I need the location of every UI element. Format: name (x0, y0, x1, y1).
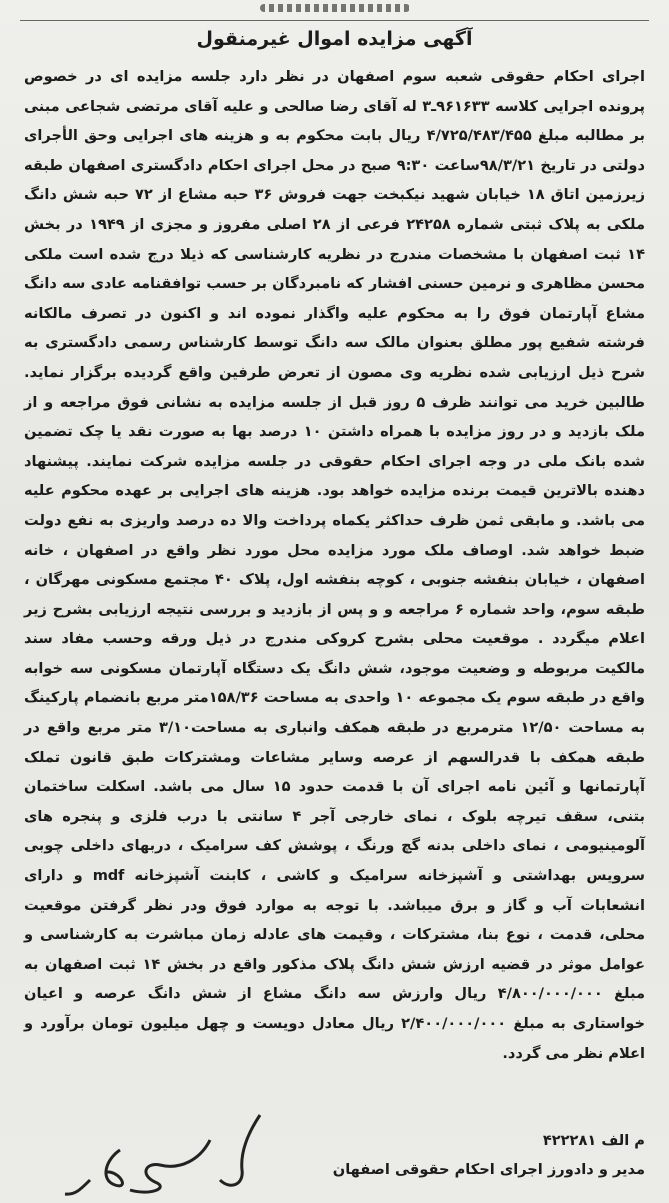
notice-signatory: مدیر و دادورز اجرای احکام حقوقی اصفهان (332, 1161, 645, 1178)
handwritten-signature (60, 1110, 290, 1200)
notice-body-text: اجرای احکام حقوقی شعبه سوم اصفهان در نظر دارد جلسه مزایده ای در خصوص پرونده اجرایی کلاسه ۹۶۱۶۳۳ـ۳ له آقای رضا صالحی و علیه آقای مرتضی شجاعی مبنی بر مطالبه مبلغ ۴/۷۲۵/۴۸۳/۴۵۵ ریال بابت محکوم به و هزینه های اجرایی وحق الأجرای دولتی در تاریخ ۹۸/۳/۲۱ساعت ۹:۳۰ صبح در محل اجرای احکام دادگستری اصفهان طبقه زیرزمین اتاق ۱۸ خیابان شهید نیکبخت جهت فروش ۳۶ حبه مشاع از ۷۲ حبه شش دانگ ملکی به پلاک ثبتی شماره ۲۴۲۵۸ فرعی از ۲۸ اصلی مفروز و مجزی از ۱۹۴۹ در بخش ۱۴ ثبت اصفهان با مشخصات مندرج در نظریه کارشناسی که ذیلا درج شده است ملکی محسن مظاهری و نرمین حسنی افشار که نامبردگان بر حسب توافقنامه عادی سه دانگ مشاع آپارتمان فوق را به محکوم علیه واگذار نموده اند و اکنون در تصرف مالکانه فرشته شفیع پور مطلق بعنوان مالک سه دانگ توسط کارشناس رسمی دادگستری به شرح ذیل ارزیابی شده نظریه وی مصون از تعرض طرفین واقع گردیده برگزار نماید. طالبین خرید می توانند ظرف ۵ روز قبل از جلسه مزایده به نشانی فوق مراجعه و از ملک بازدید و در روز مزایده با همراه داشتن ۱۰ درصد بها به صورت نقد یا چک تضمین شده بانک ملی در وجه اجرای احکام حقوقی در جلسه مزایده شرکت نمایند. پیشنهاد دهنده بالاترین قیمت برنده مزایده خواهد بود. هزینه های اجرایی بر عهده محکوم علیه می باشد. و مابقی ثمن ظرف حداکثر یکماه پرداخت والا ده درصد واریزی به نفع دولت ضبط خواهد شد. اوصاف ملک مورد مزایده محل مورد نظر واقع در اصفهان ، خانه اصفهان ، خیابان بنفشه جنوبی ، کوچه بنفشه اول، پلاک ۴۰ مجتمع مسکونی مهرگان ، طبقه سوم، واحد شماره ۶ مراجعه و و پس از بازدید و بررسی نتیجه ارزیابی بشرح زیر اعلام میگردد . موقعیت محلی بشرح کروکی مندرج در ذیل ورقه وحسب مفاد سند مالکیت مربوطه و وضعیت موجود، شش دانگ یک دستگاه آپارتمان مسکونی سه خوابه واقع در طبقه سوم یک مجموعه ۱۰ واحدی به مساحت ۱۵۸/۳۶متر مربع بانضمام پارکینگ به مساحت ۱۲/۵۰ مترمربع در طبقه همکف وانباری به مساحت۳/۱۰ متر مربع واقع در طبقه همکف با قدرالسهم از عرصه وسایر مشاعات ومشترکات طبق قانون تملک آپارتمانها و آئین نامه اجرای آن با قدمت حدود ۱۵ سال می باشد. اسکلت ساختمان بتنی، سقف تیرچه بلوک ، نمای خارجی آجر ۴ سانتی با درب فلزی و پنجره های آلومینیومی ، نمای داخلی بدنه گچ ورنگ ، پوشش کف سرامیک ، دربهای داخلی چوبی سرویس بهداشتی و آشپزخانه سرامیک و کاشی ، کابنت آشپزخانه mdf و دارای انشعابات آب و گاز و برق میباشد. با توجه به موارد فوق ودر نظر گرفتن موقعیت محلی، قدمت ، نوع بنا، مشترکات ، وقیمت های عادله زمان مباشرت به کارشناسی و عوامل موثر در قضیه ارزش شش دانگ پلاک مذکور واقع در بخش ۱۴ ثبت اصفهان به مبلغ ۴/۸۰۰/۰۰۰/۰۰۰ ریال وارزش سه دانگ مشاع از شش دانگ عرصه و اعیان خواستاری به مبلغ ۲/۴۰۰/۰۰۰/۰۰۰ ریال معادل دویست و چهل میلیون تومان برآورد و اعلام نظر می گردد. (24, 68, 646, 1062)
top-ornament (0, 4, 669, 18)
notice-title: آگهی مزایده اموال غیرمنقول (196, 28, 473, 50)
frame-divider (20, 20, 649, 21)
notice-code: م الف ۴۲۲۲۸۱ (542, 1132, 645, 1149)
notice-body (24, 62, 645, 1068)
